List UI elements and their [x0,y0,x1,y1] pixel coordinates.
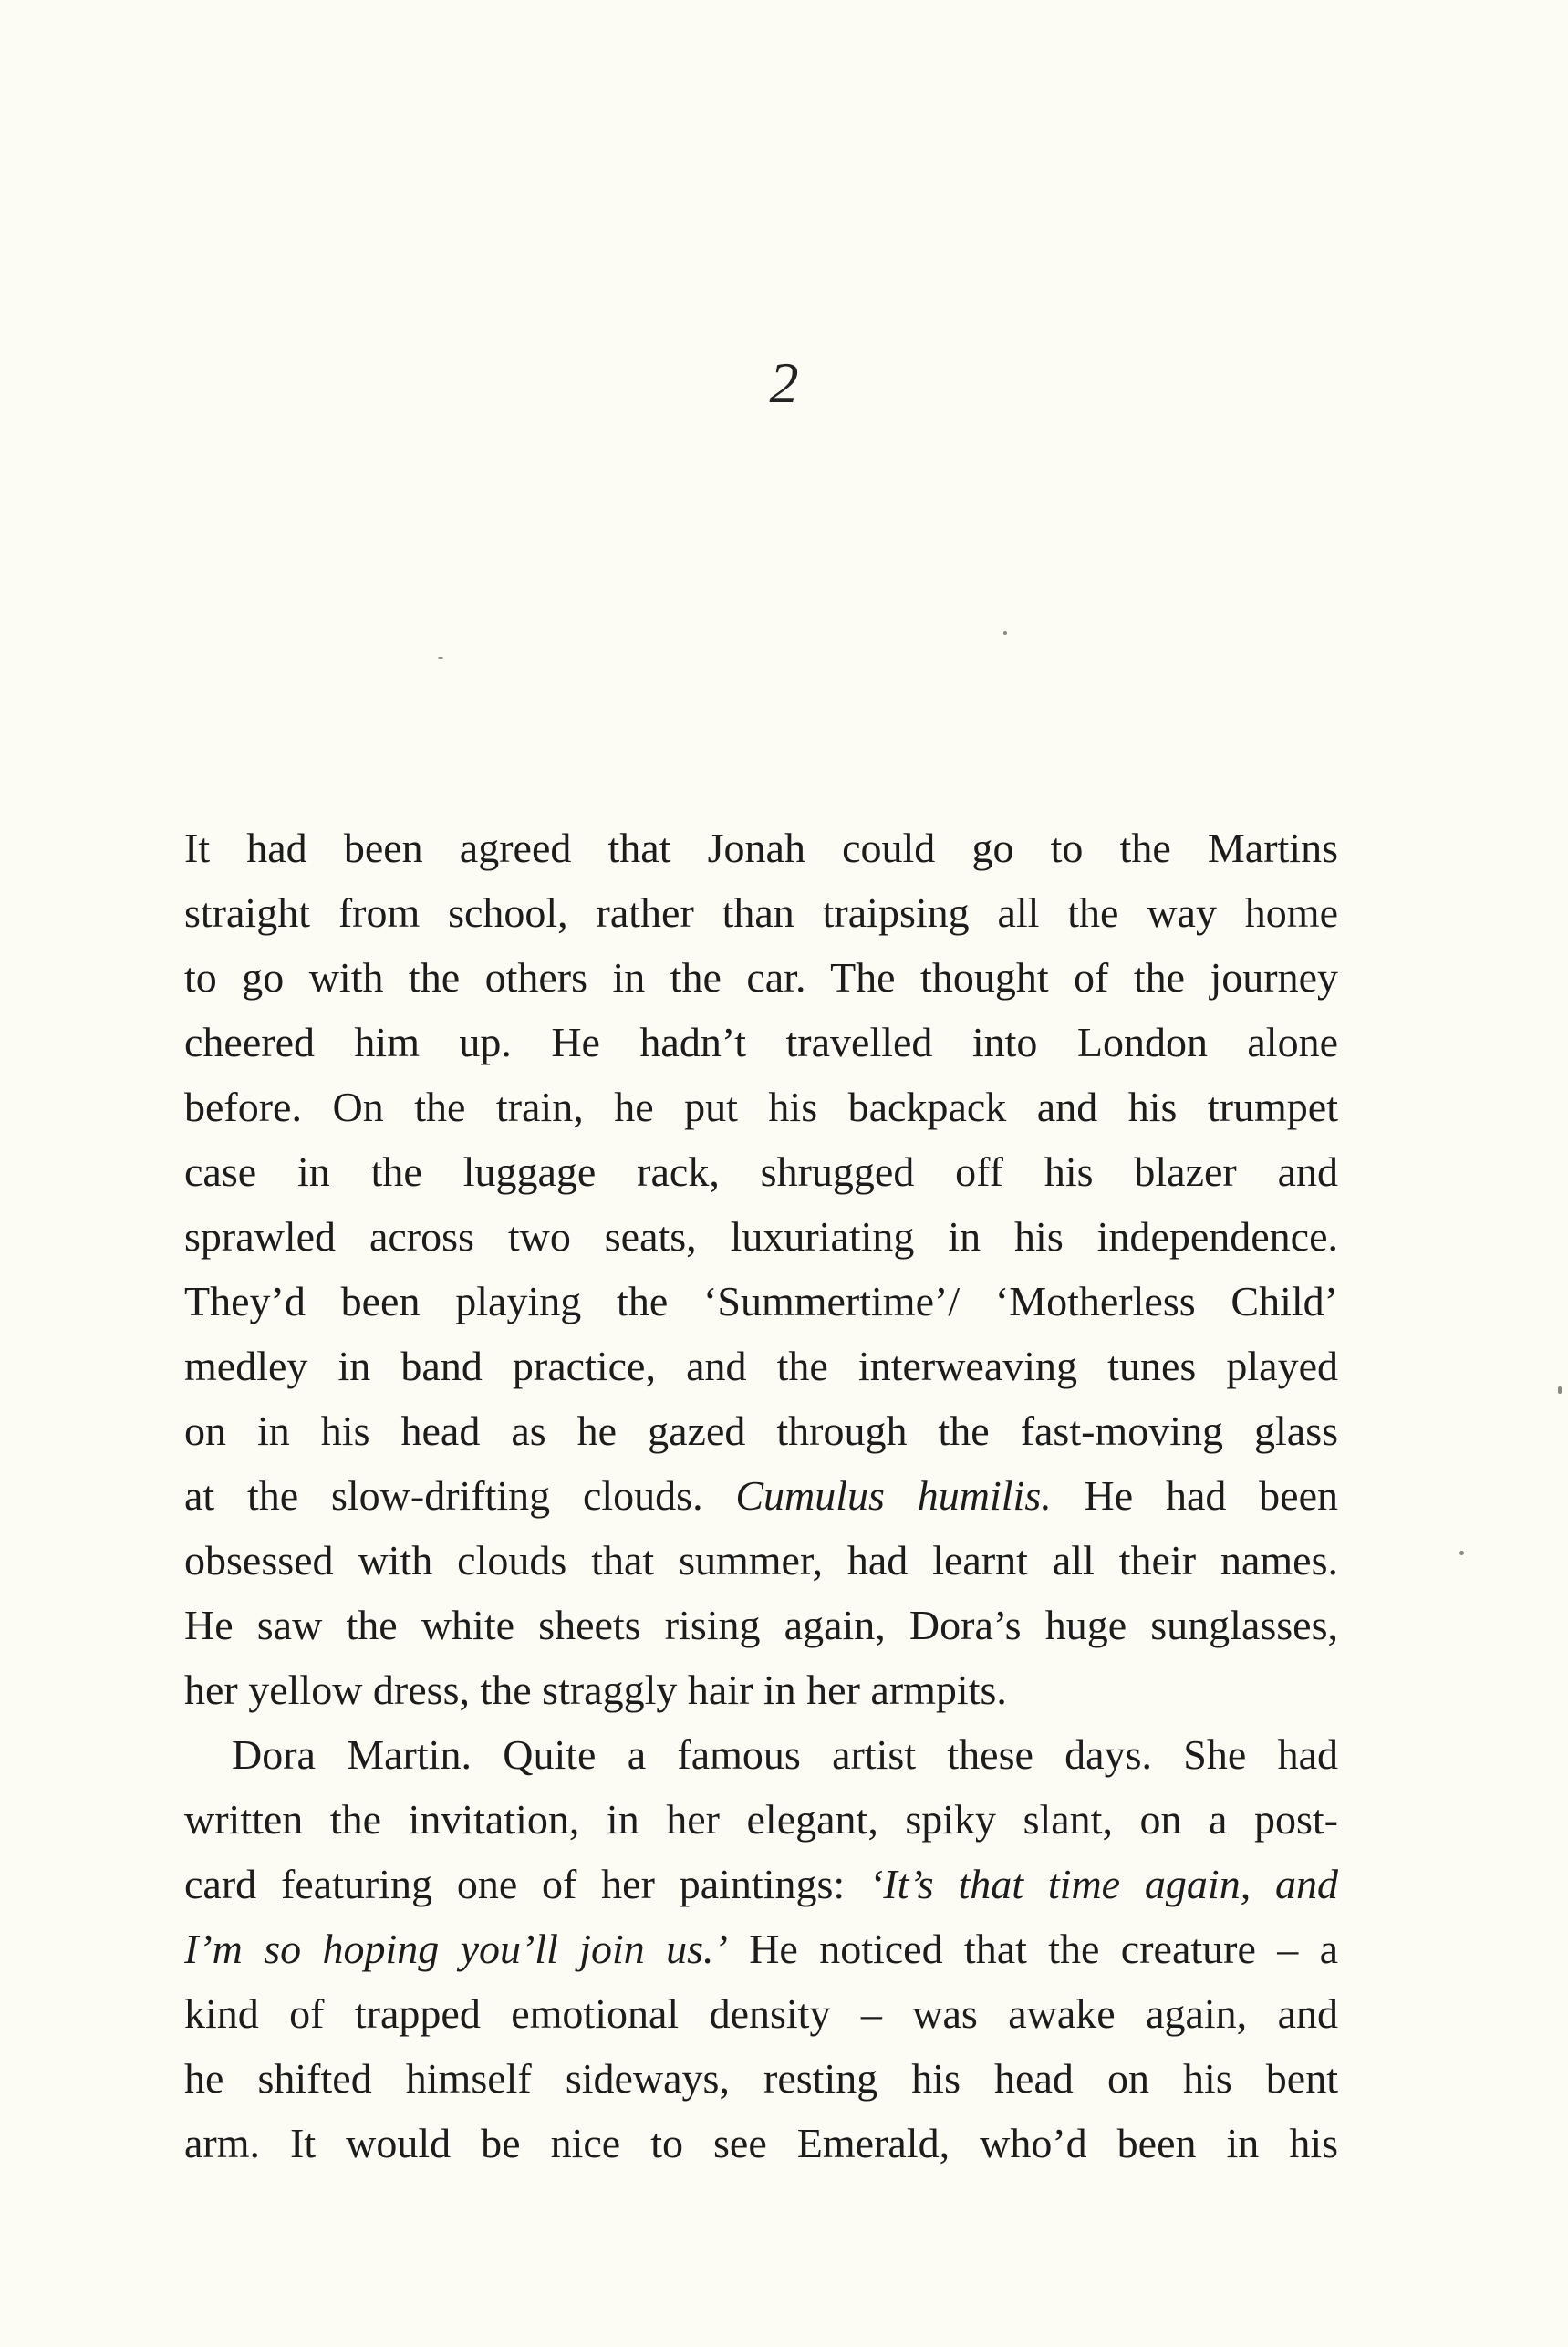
text-run: medley in band practice, and the interweaving tunes played [184,1343,1338,1389]
text-line [184,1269,1338,1334]
scan-speck [438,657,443,659]
italic-text: Cumulus humilis. [735,1472,1052,1519]
italic-text: I’m so hoping you’ll join us.’ [184,1926,728,1972]
text-line [184,1528,1338,1593]
italic-text: ‘It’s that time again, and [869,1861,1338,1907]
scan-speck [1003,631,1007,635]
text-run: on in his head as he gazed through the fast-moving glass [184,1407,1338,1454]
text-run: It had been agreed that Jonah could go to the Martins [184,825,1338,871]
chapter-number: 2 [769,350,799,415]
text-run: kind of trapped emotional density – was awake again, and [184,1990,1338,2037]
text-line [184,1981,1338,2046]
text-run: Dora Martin. Quite a famous artist these days. She had [232,1731,1338,1778]
text-line [184,2046,1338,2111]
text-line [184,880,1338,945]
text-run: at the slow-drifting clouds. [184,1472,736,1519]
text-line [184,1787,1338,1852]
text-line [184,2111,1338,2176]
text-line [184,1593,1338,1657]
text-run: before. On the train, he put his backpack and his trumpet [184,1084,1338,1130]
scan-speck [1558,1386,1562,1394]
text-line [184,1204,1338,1269]
text-run: arm. It would be nice to see Emerald, who’d been in his [184,2120,1338,2166]
text-run: he shifted himself sideways, resting his head on his bent [184,2055,1338,2102]
text-run: He noticed that the creature – a [727,1926,1338,1972]
text-line [184,1463,1338,1528]
text-line [184,1722,1338,1787]
text-run: written the invitation, in her elegant, spiky slant, on a post- [184,1796,1338,1843]
text-run: to go with the others in the car. The thought of the journey [184,954,1338,1001]
text-line [184,1075,1338,1139]
chapter-body-text [184,815,1338,2176]
text-run: cheered him up. He hadn’t travelled into London alone [184,1019,1338,1065]
text-line [184,945,1338,1010]
text-run: her yellow dress, the straggly hair in her armpits. [184,1667,1007,1713]
text-run: sprawled across two seats, luxuriating in his independence. [184,1213,1338,1260]
text-line [184,815,1338,880]
text-run: He had been [1051,1472,1338,1519]
text-line [184,1657,1338,1722]
text-run: card featuring one of her paintings: [184,1861,869,1907]
text-run: obsessed with clouds that summer, had learnt all their names. [184,1537,1338,1584]
text-run: straight from school, rather than traipsing all the way home [184,889,1338,936]
text-run: case in the luggage rack, shrugged off his blazer and [184,1148,1338,1195]
text-line [184,1398,1338,1463]
text-line [184,1139,1338,1204]
text-run: He saw the white sheets rising again, Dora’s huge sunglasses, [184,1602,1338,1648]
text-line [184,1852,1338,1916]
text-line [184,1010,1338,1075]
text-line [184,1916,1338,1981]
text-line [184,1334,1338,1398]
text-run: They’d been playing the ‘Summertime’/ ‘Motherless Child’ [184,1278,1338,1324]
scan-speck [1459,1551,1464,1555]
